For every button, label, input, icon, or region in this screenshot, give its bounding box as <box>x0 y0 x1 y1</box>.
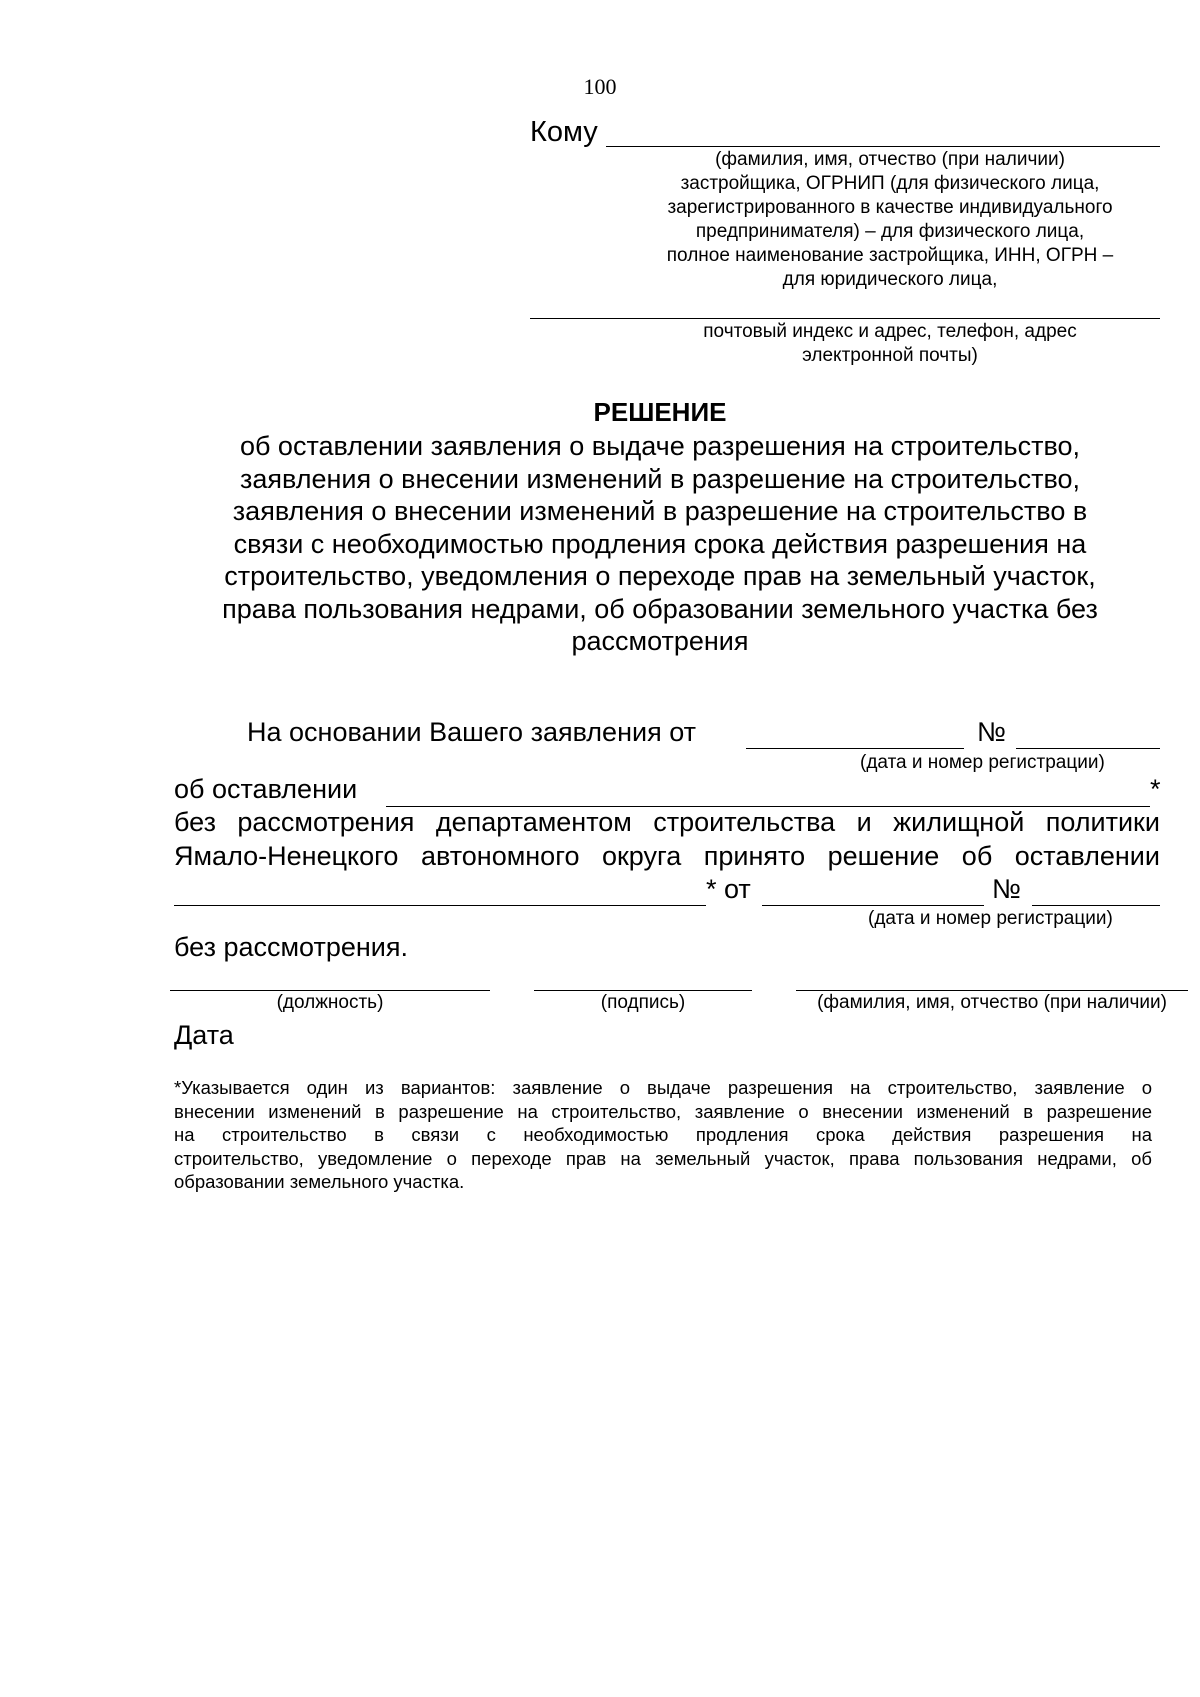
subtitle-line: связи с необходимостью продления срока действия разрешения на <box>233 528 1087 559</box>
asterisk-mark: * <box>1150 774 1161 804</box>
decision-number-field <box>1032 905 1160 906</box>
date-label: Дата <box>174 1020 234 1050</box>
body-line4 <box>174 841 1160 872</box>
body-word: строительства <box>653 807 836 837</box>
recipient-address-caption <box>650 320 1130 368</box>
decision-date-field <box>762 905 984 906</box>
position-signature-line <box>170 990 490 991</box>
position-caption: (должность) <box>276 992 384 1013</box>
recipient-name-caption <box>600 148 1180 292</box>
signature-caption: (подпись) <box>600 992 686 1013</box>
body-word: принято <box>703 841 806 871</box>
body-word: автономного <box>420 841 580 871</box>
decision-type-field <box>174 905 706 906</box>
decision-from-text: * от <box>706 874 751 904</box>
document-subtitle <box>120 430 1200 658</box>
recipient-caption-line: застройщика, ОГРНИП (для физического лица, <box>680 173 1100 194</box>
subtitle-line: заявления о внесении изменений в разрешение на строительство, <box>239 463 1081 494</box>
number-sign: № <box>992 874 1021 904</box>
number-sign: № <box>977 717 1006 747</box>
body-word: Ямало-Ненецкого <box>174 841 399 871</box>
footnote-line: *Указывается один из вариантов: заявление о выдаче разрешения на строительство, заявление о <box>174 1077 1152 1098</box>
subtitle-line: об оставлении заявления о выдаче разрешения на строительство, <box>239 431 1081 461</box>
subtitle-line: рассмотрения <box>571 626 749 656</box>
subtitle-line: строительство, уведомления о переходе прав на земельный участок, <box>224 561 1096 591</box>
body-word: рассмотрения <box>237 807 415 837</box>
footnote-line: строительство, уведомление о переходе прав на земельный участок, права пользования недрами, об <box>174 1147 1152 1169</box>
signature-line <box>534 990 752 991</box>
recipient-caption-line: (фамилия, имя, отчество (при наличии) <box>715 149 1065 170</box>
footnote <box>174 1076 1152 1194</box>
footnote-line: на строительство в связи с необходимостью продления срока действия разрешения на <box>174 1124 1152 1145</box>
body-word: об <box>961 841 993 871</box>
body-word: без <box>174 807 216 837</box>
recipient-caption-line: предпринимателя) – для физического лица, <box>695 221 1085 242</box>
application-number-field <box>1016 748 1160 749</box>
body-line1-text: На основании Вашего заявления от <box>247 717 696 747</box>
recipient-caption-line: полное наименование застройщика, ИНН, ОГРН – <box>666 245 1114 266</box>
body-word: округа <box>601 841 682 871</box>
address-caption-line: почтовый индекс и адрес, телефон, адрес <box>703 321 1077 342</box>
body-word: и <box>856 807 872 837</box>
recipient-caption-line: для юридического лица, <box>782 269 998 290</box>
recipient-name-line <box>606 146 1160 147</box>
date-number-caption: (дата и номер регистрации) <box>860 752 1105 773</box>
full-name-caption: (фамилия, имя, отчество (при наличии) <box>817 992 1167 1013</box>
body-word: департаментом <box>435 807 632 837</box>
body-word: решение <box>827 841 940 871</box>
full-name-signature-line <box>796 990 1188 991</box>
application-date-field <box>746 748 964 749</box>
footnote-line: образовании земельного участка. <box>174 1171 465 1192</box>
footnote-line: внесении изменений в разрешение на строительство, заявление о внесении изменений в разрешение <box>174 1100 1152 1122</box>
recipient-address-line <box>530 318 1160 319</box>
body-line6-text: без рассмотрения. <box>174 932 408 962</box>
recipient-caption-line: зарегистрированного в качестве индивидуального <box>667 197 1113 218</box>
date-number-caption: (дата и номер регистрации) <box>868 908 1113 929</box>
body-word: политики <box>1045 807 1160 837</box>
recipient-label: Кому <box>530 116 598 148</box>
body-line3 <box>174 807 1160 838</box>
subtitle-line: заявления о внесении изменений в разрешение на строительство в <box>232 496 1088 526</box>
body-word: оставлении <box>1014 841 1160 871</box>
body-line2-text: об оставлении <box>174 774 358 804</box>
address-caption-line: электронной почты) <box>802 345 978 366</box>
document-title: РЕШЕНИЕ <box>593 397 727 427</box>
subtitle-line: права пользования недрами, об образовании земельного участка без <box>222 593 1098 624</box>
page-number: 100 <box>583 74 617 99</box>
body-word: жилищной <box>893 807 1025 837</box>
